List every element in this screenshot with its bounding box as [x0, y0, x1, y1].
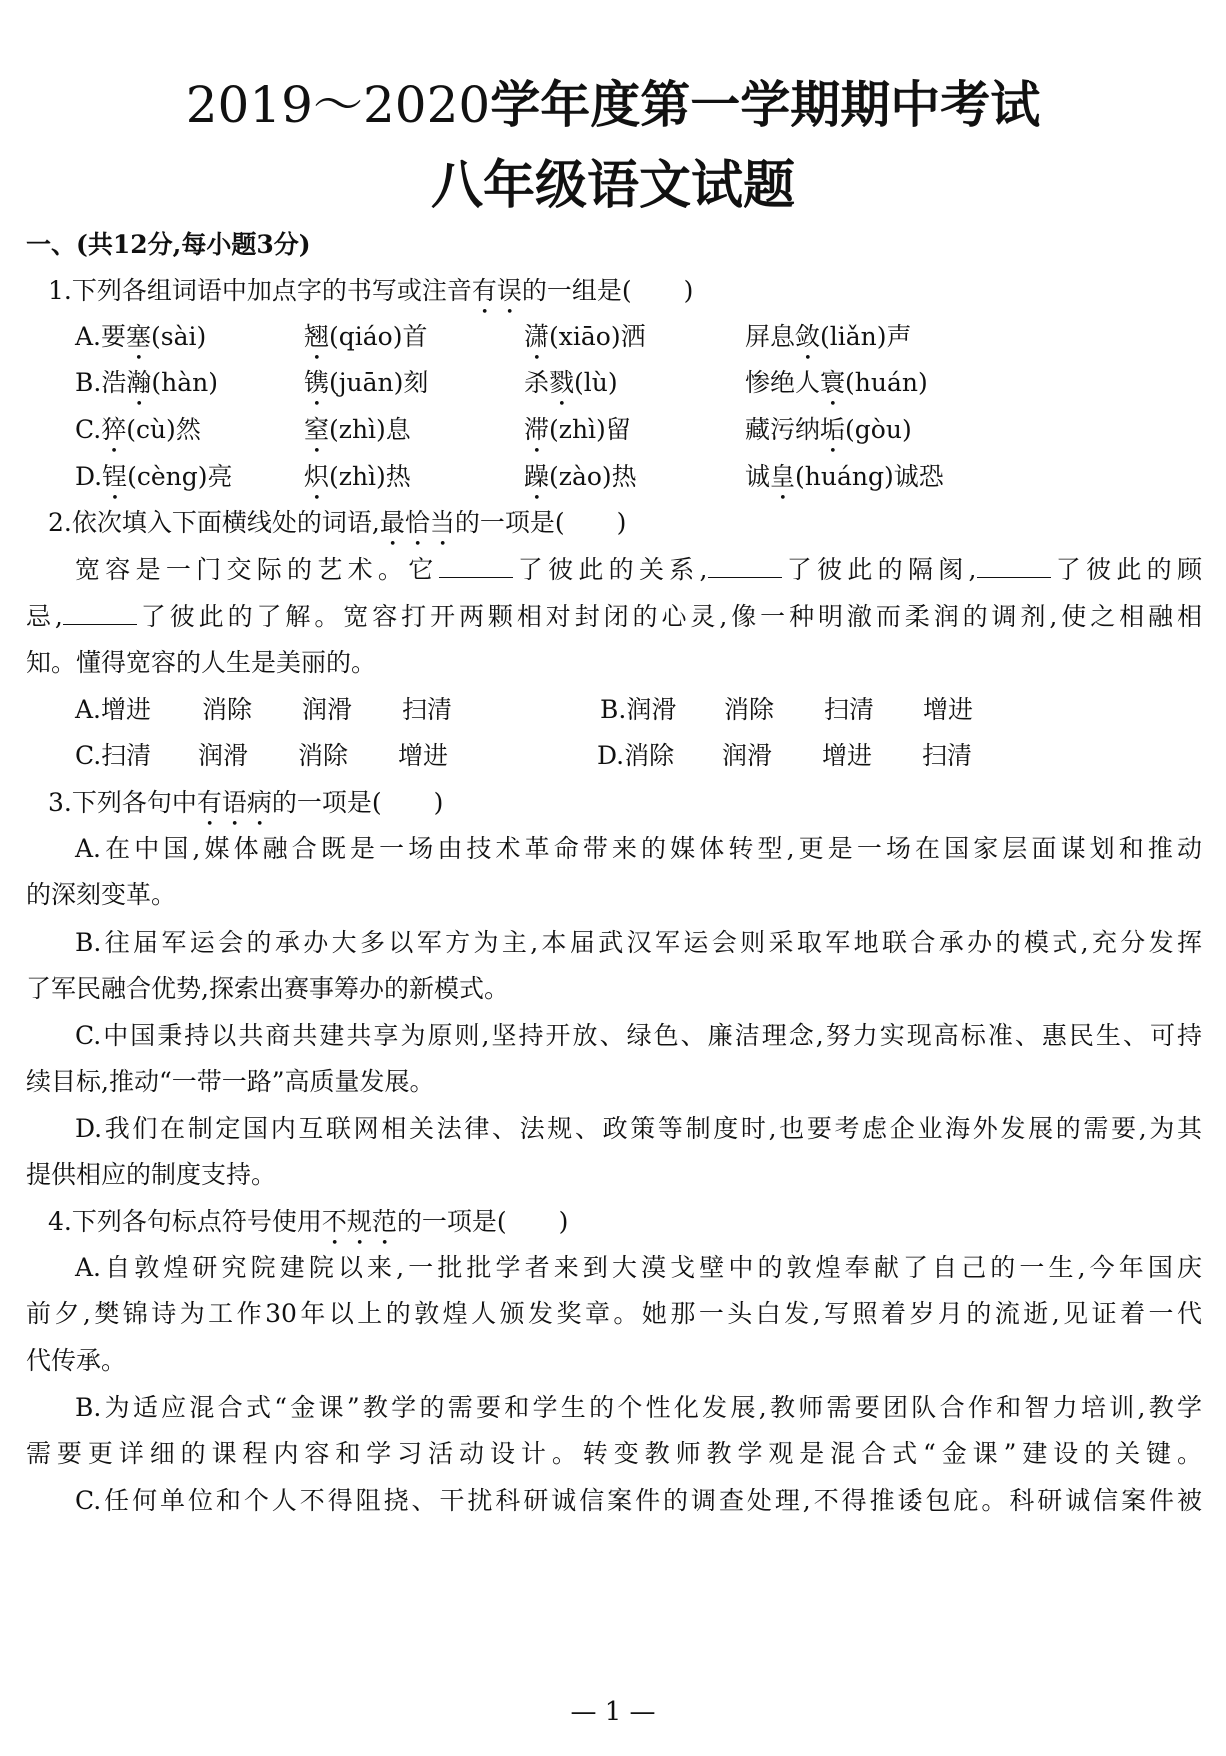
emphasis-char: 躁: [524, 462, 550, 491]
option-word: A.增进: [75, 695, 152, 724]
option-text: 需要更详细的课程内容和学习活动设计。转变教师教学观是混合式“金课”建设的关键。: [26, 1439, 1202, 1468]
option-word: 增进: [923, 695, 974, 724]
option-text: D.我们在制定国内互联网相关法律、法规、政策等制度时,也要考虑企业海外发展的需要,为其: [75, 1114, 1202, 1143]
option-text: 提供相应的制度支持。: [26, 1160, 277, 1189]
option-word: 躁(zào)热: [524, 462, 637, 491]
emphasis-char: 瀚: [126, 368, 152, 397]
fill-blank[interactable]: [977, 555, 1051, 578]
option-text: 了军民融合优势,探索出赛事筹办的新模式。: [26, 974, 509, 1003]
option-word: 屏息敛(liǎn)声: [745, 322, 912, 351]
option-word: 窒(zhì)息: [304, 415, 411, 444]
option-text: B.为适应混合式“金课”教学的需要和学生的个性化发展,教师需要团队合作和智力培训,教学: [75, 1393, 1202, 1422]
emphasis-char: 寰: [820, 368, 846, 397]
question-2-stem: 2.依次填入下面横线处的词语,最恰当的一项是( ): [48, 508, 627, 537]
emphasis-char: 翘: [304, 322, 330, 351]
option-word: C.猝(cù)然: [75, 415, 201, 444]
option-word: 扫清: [402, 695, 453, 724]
option-word: B.润滑: [600, 695, 677, 724]
emphasis-char: 镌: [304, 368, 330, 397]
option-word: 镌(juān)刻: [304, 368, 429, 397]
option-word: 消除: [724, 695, 775, 724]
emphasis-char: 锃: [102, 462, 128, 491]
option-text: C.任何单位和个人不得阻挠、干扰科研诚信案件的调查处理,不得推诿包庇。科研诚信案件被: [75, 1486, 1202, 1515]
option-text: B.往届军运会的承办大多以军方为主,本届武汉军运会则采取军地联合承办的模式,充分发挥: [75, 928, 1202, 957]
emphasis-char: 窒: [304, 415, 330, 444]
emphasis-char: 戮: [549, 368, 575, 397]
option-word: 惨绝人寰(huán): [745, 368, 928, 397]
option-word: 润滑: [722, 741, 773, 770]
option-word: 消除: [298, 741, 349, 770]
option-word: 滞(zhì)留: [524, 415, 631, 444]
option-word: 炽(zhì)热: [304, 462, 411, 491]
fill-blank[interactable]: [63, 602, 137, 625]
option-text: C.中国秉持以共商共建共享为原则,坚持开放、绿色、廉洁理念,努力实现高标准、惠民生、可持: [75, 1021, 1202, 1050]
question-1-stem: 1.下列各组词语中加点字的书写或注音有误的一组是( ): [48, 276, 694, 305]
exam-subtitle: 八年级语文试题: [430, 155, 795, 216]
emphasis-char: 皇: [770, 462, 796, 491]
option-row: [0, 314, 1226, 360]
emphasis-text: 有误: [471, 276, 522, 305]
option-text: 前夕,樊锦诗为工作30年以上的敦煌人颁发奖章。她那一头白发,写照着岁月的流逝,见证着一代: [26, 1299, 1202, 1328]
option-word: 潇(xiāo)洒: [524, 322, 646, 351]
option-word: A.要塞(sài): [75, 322, 207, 351]
emphasis-text: 不规范: [321, 1207, 397, 1236]
option-word: 诚皇(huáng)诚恐: [745, 462, 944, 491]
option-text: 代传承。: [26, 1346, 127, 1375]
option-row: [0, 687, 1226, 733]
question-2-passage-line: 忌, 了彼此的了解。宽容打开两颗相对封闭的心灵,像一种明澈而柔润的调剂,使之相融相: [26, 602, 1202, 631]
question-3-stem: 3.下列各句中有语病的一项是( ): [48, 788, 444, 817]
option-row: [0, 407, 1226, 453]
option-word: 藏污纳垢(gòu): [745, 415, 912, 444]
question-2-passage-line: 知。懂得宽容的人生是美丽的。: [26, 648, 377, 677]
emphasis-char: 敛: [795, 322, 821, 351]
emphasis-char: 垢: [820, 415, 846, 444]
option-word: C.扫清: [75, 741, 152, 770]
page-number: — 1 —: [570, 1697, 656, 1727]
option-text: A.在中国,媒体融合既是一场由技术革命带来的媒体转型,更是一场在国家层面谋划和推动: [75, 834, 1202, 863]
fill-blank[interactable]: [439, 555, 513, 578]
exam-title-text: 学年度第一学期期中考试: [490, 75, 1041, 134]
option-word: 扫清: [824, 695, 875, 724]
fill-blank[interactable]: [708, 555, 782, 578]
option-word: 润滑: [302, 695, 353, 724]
option-word: 杀戮(lù): [524, 368, 618, 397]
option-row: [0, 454, 1226, 500]
option-text: A.自敦煌研究院建院以来,一批批学者来到大漠戈壁中的敦煌奉献了自己的一生,今年国庆: [75, 1253, 1202, 1282]
emphasis-char: 滞: [524, 415, 550, 444]
option-word: 消除: [202, 695, 253, 724]
option-word: 翘(qiáo)首: [304, 322, 428, 351]
option-word: B.浩瀚(hàn): [75, 368, 218, 397]
option-text: 的深刻变革。: [26, 880, 177, 909]
emphasis-char: 猝: [101, 415, 127, 444]
emphasis-text: 有语病: [196, 788, 272, 817]
option-row: [0, 733, 1226, 779]
option-text: 续目标,推动“一带一路”高质量发展。: [26, 1067, 435, 1096]
option-word: D.锃(cèng)亮: [75, 462, 233, 491]
exam-title-year: 2019～2020: [185, 76, 491, 134]
emphasis-char: 潇: [524, 322, 550, 351]
option-word: 增进: [398, 741, 449, 770]
exam-title: [0, 70, 1226, 140]
emphasis-char: 塞: [126, 322, 152, 351]
question-4-stem: 4.下列各句标点符号使用不规范的一项是( ): [48, 1207, 569, 1236]
section-heading: 一、(共12分,每小题3分): [26, 230, 311, 259]
option-word: 扫清: [922, 741, 973, 770]
question-2-passage-line: 宽容是一门交际的艺术。它 了彼此的关系, 了彼此的隔阂, 了彼此的顾: [75, 555, 1202, 584]
emphasis-text: 最恰当: [379, 508, 455, 537]
emphasis-char: 炽: [304, 462, 330, 491]
option-word: 增进: [822, 741, 873, 770]
option-word: D.消除: [597, 741, 675, 770]
option-word: 润滑: [198, 741, 249, 770]
option-row: [0, 360, 1226, 406]
